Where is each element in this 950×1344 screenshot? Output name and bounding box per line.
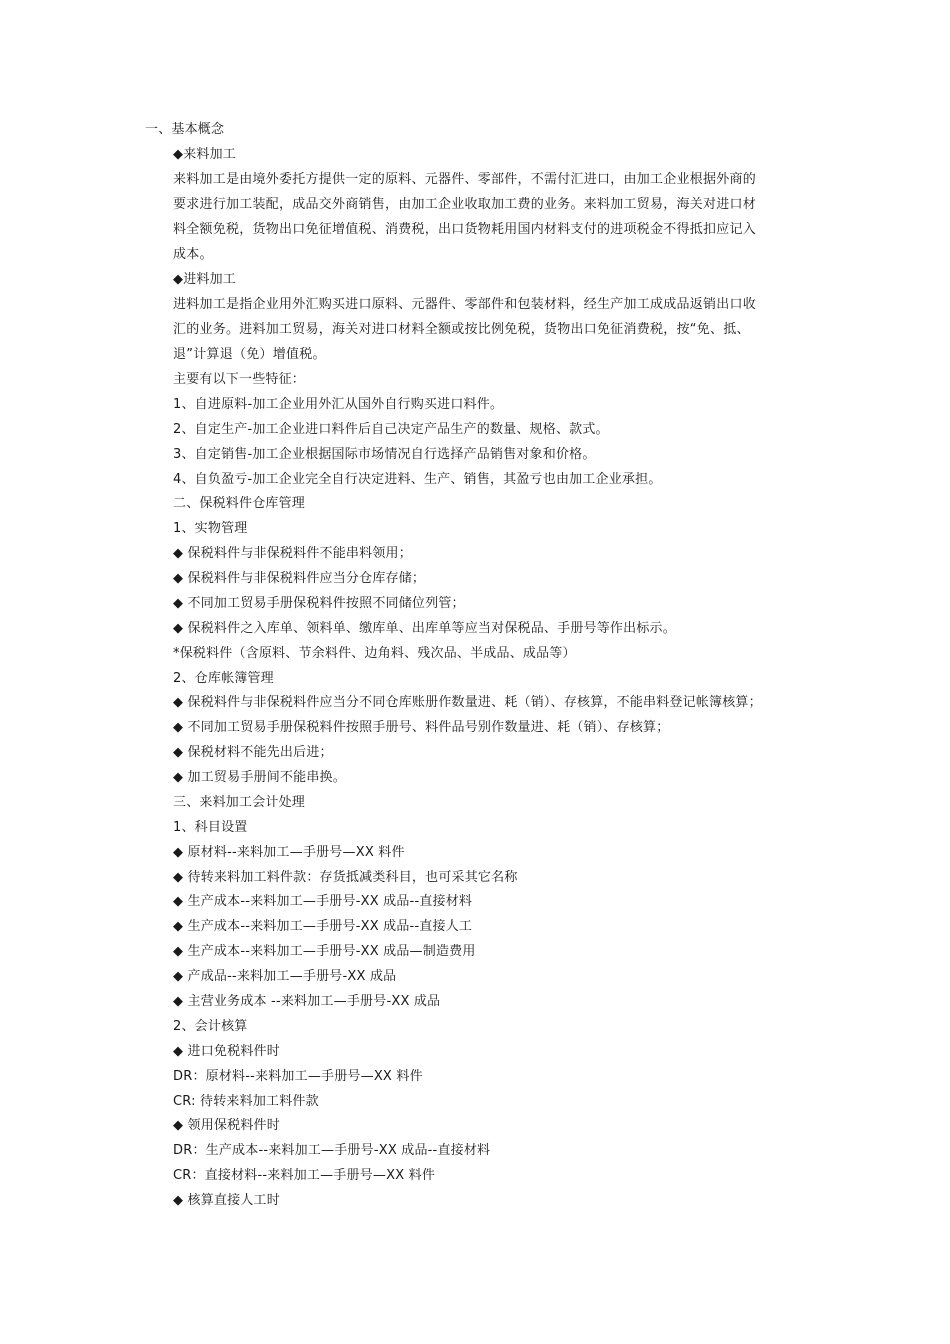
paragraph-line: 进料加工是指企业用外汇购买进口原料、元器件、零部件和包装材料，经生产加工成成品返销出口收	[173, 297, 757, 312]
subsection-title: 1、实物管理	[173, 521, 248, 536]
list-item: ◆ 核算直接人工时	[173, 1193, 280, 1208]
list-item: ◆ 产成品--来料加工—手册号-XX 成品	[173, 969, 397, 984]
journal-entry: DR：原材料--来料加工—手册号—XX 料件	[173, 1069, 423, 1084]
paragraph-line: 成本。	[173, 247, 213, 262]
paragraph-line: 料全额免税，货物出口免征增值税、消费税，出口货物耗用国内材料支付的进项税金不得抵扣应记入	[173, 222, 757, 237]
list-item: ◆ 生产成本--来料加工—手册号-XX 成品--直接材料	[173, 894, 473, 909]
journal-entry: CR: 待转来料加工料件款	[173, 1094, 319, 1109]
section-heading: 二、保税料件仓库管理	[173, 496, 306, 511]
list-item: 3、自定销售-加工企业根据国际市场情况自行选择产品销售对象和价格。	[173, 447, 596, 462]
journal-entry: DR：生产成本--来料加工—手册号-XX 成品--直接材料	[173, 1143, 491, 1158]
list-item: 4、自负盈亏-加工企业完全自行决定进料、生产、销售，其盈亏也由加工企业承担。	[173, 472, 662, 487]
list-item: ◆ 保税料件之入库单、领料单、缴库单、出库单等应当对保税品、手册号等作出标示。	[173, 621, 676, 636]
list-item: ◆ 不同加工贸易手册保税料件按照手册号、料件品号别作数量进、耗（销）、存核算；	[173, 720, 670, 735]
list-item: ◆ 加工贸易手册间不能串换。	[173, 770, 346, 785]
list-item: 1、自进原料-加工企业用外汇从国外自行购买进口料件。	[173, 397, 504, 412]
text-line: 主要有以下一些特征：	[173, 372, 306, 387]
paragraph-line: 汇的业务。进料加工贸易，海关对进口材料全额或按比例免税，货物出口免征消费税，按“免、抵、	[173, 322, 750, 337]
subsection-title: ◆进料加工	[173, 272, 236, 287]
section-heading: 三、来料加工会计处理	[173, 795, 306, 810]
subsection-title: 2、会计核算	[173, 1019, 248, 1034]
paragraph	[173, 296, 813, 371]
list-item: ◆ 领用保税料件时	[173, 1118, 280, 1133]
paragraph-line: 来料加工是由境外委托方提供一定的原料、元器件、零部件，不需付汇进口，由加工企业根据外商的	[173, 172, 757, 187]
list-item: ◆ 生产成本--来料加工—手册号-XX 成品--直接人工	[173, 919, 473, 934]
note: *保税料件（含原料、节余料件、边角料、残次品、半成品、成品等）	[173, 646, 576, 661]
list-item: ◆ 保税料件与非保税料件应当分仓库存储；	[173, 571, 426, 586]
paragraph-line: 退”计算退（免）增值税。	[173, 347, 326, 362]
list-item: ◆ 保税材料不能先出后进；	[173, 745, 333, 760]
list-item: ◆ 原材料--来料加工—手册号—XX 料件	[173, 845, 405, 860]
subsection-title: 2、仓库帐簿管理	[173, 671, 274, 686]
paragraph	[173, 171, 813, 271]
paragraph-line: 要求进行加工装配，成品交外商销售，由加工企业收取加工费的业务。来料加工贸易，海关对进口材	[173, 197, 757, 212]
subsection-title: ◆来料加工	[173, 147, 236, 162]
list-item: ◆ 主营业务成本 --来料加工—手册号-XX 成品	[173, 994, 441, 1009]
list-item: 2、自定生产-加工企业进口料件后自己决定产品生产的数量、规格、款式。	[173, 422, 609, 437]
subsection-title: 1、科目设置	[173, 820, 248, 835]
list-item: ◆ 保税料件与非保税料件应当分不同仓库账册作数量进、耗（销）、存核算，不能串料登记帐簿核算；	[173, 695, 762, 710]
list-item: ◆ 保税料件与非保税料件不能串料领用；	[173, 546, 412, 561]
section-heading: 一、基本概念	[145, 122, 225, 137]
journal-entry: CR：直接材料--来料加工—手册号—XX 料件	[173, 1168, 436, 1183]
list-item: ◆ 进口免税料件时	[173, 1044, 280, 1059]
list-item: ◆ 待转来料加工料件款：存货抵减类科目，也可采其它名称	[173, 870, 518, 885]
list-item: ◆ 不同加工贸易手册保税料件按照不同储位列管；	[173, 596, 465, 611]
list-item: ◆ 生产成本--来料加工—手册号-XX 成品—制造费用	[173, 944, 476, 959]
